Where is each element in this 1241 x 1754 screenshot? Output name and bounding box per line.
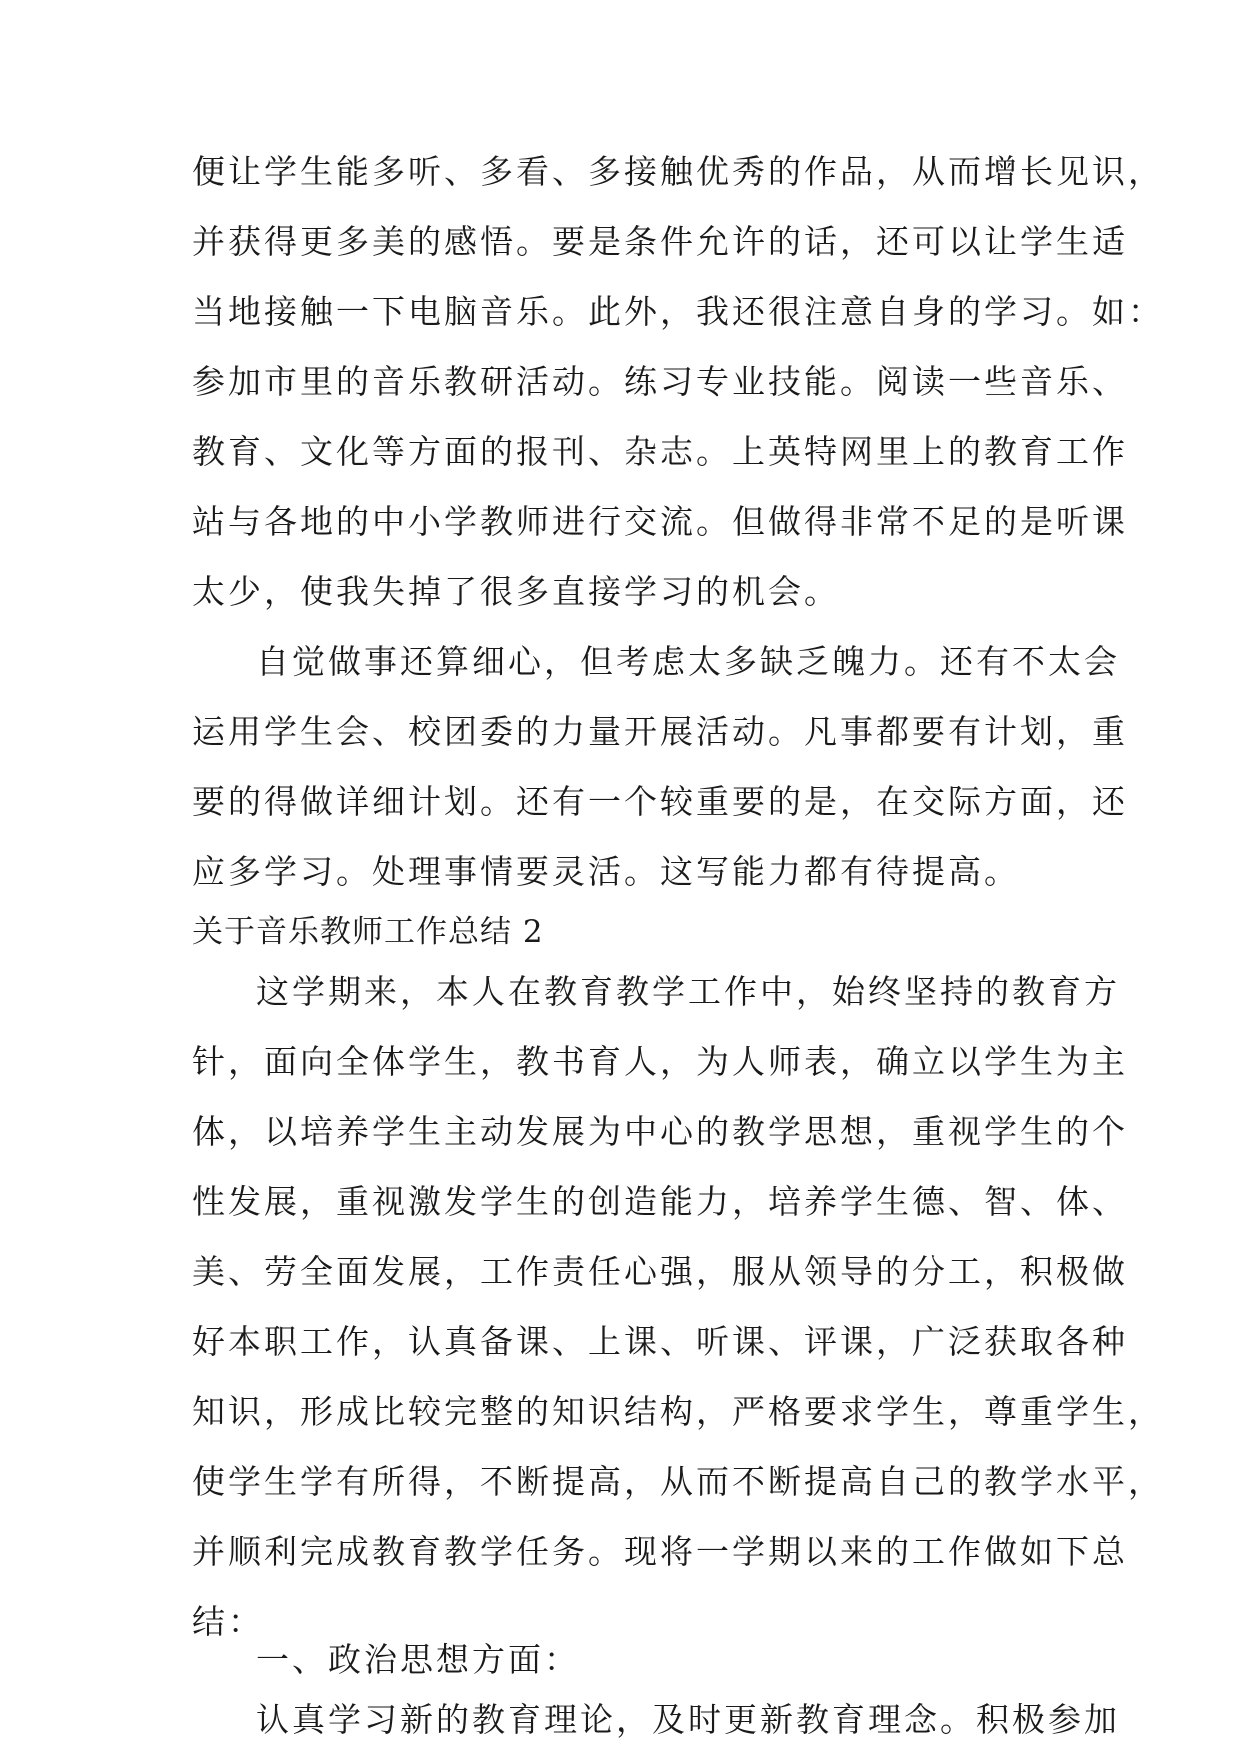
paragraph-line: 要的得做详细计划。还有一个较重要的是，在交际方面，还 bbox=[192, 782, 1128, 821]
paragraph-line: 这学期来，本人在教育教学工作中，始终坚持的教育方 bbox=[256, 972, 1120, 1011]
paragraph-line: 参加市里的音乐教研活动。练习专业技能。阅读一些音乐、 bbox=[192, 362, 1128, 401]
paragraph-line: 认真学习新的教育理论，及时更新教育理念。积极参加 bbox=[256, 1700, 1120, 1739]
paragraph-line: 并获得更多美的感悟。要是条件允许的话，还可以让学生适 bbox=[192, 222, 1128, 261]
paragraph-line: 体，以培养学生主动发展为中心的教学思想，重视学生的个 bbox=[192, 1112, 1128, 1151]
paragraph-line: 性发展，重视激发学生的创造能力，培养学生德、智、体、 bbox=[192, 1182, 1128, 1221]
paragraph-line: 当地接触一下电脑音乐。此外，我还很注意自身的学习。如： bbox=[192, 292, 1164, 331]
paragraph-line: 便让学生能多听、多看、多接触优秀的作品，从而增长见识， bbox=[192, 152, 1164, 191]
paragraph-line: 知识，形成比较完整的知识结构，严格要求学生，尊重学生， bbox=[192, 1392, 1164, 1431]
paragraph-line: 自觉做事还算细心，但考虑太多缺乏魄力。还有不太会 bbox=[256, 642, 1120, 681]
subsection-heading: 一、政治思想方面： bbox=[256, 1640, 580, 1679]
paragraph-line: 美、劳全面发展，工作责任心强，服从领导的分工，积极做 bbox=[192, 1252, 1128, 1291]
paragraph-line: 并顺利完成教育教学任务。现将一学期以来的工作做如下总 bbox=[192, 1532, 1128, 1571]
paragraph-line: 运用学生会、校团委的力量开展活动。凡事都要有计划，重 bbox=[192, 712, 1128, 751]
paragraph-line: 教育、文化等方面的报刊、杂志。上英特网里上的教育工作 bbox=[192, 432, 1128, 471]
paragraph-line: 针，面向全体学生，教书育人，为人师表，确立以学生为主 bbox=[192, 1042, 1128, 1081]
section-heading: 关于音乐教师工作总结 2 bbox=[192, 914, 544, 950]
paragraph-line: 太少，使我失掉了很多直接学习的机会。 bbox=[192, 572, 840, 611]
paragraph-line: 好本职工作，认真备课、上课、听课、评课，广泛获取各种 bbox=[192, 1322, 1128, 1361]
paragraph-line: 应多学习。处理事情要灵活。这写能力都有待提高。 bbox=[192, 852, 1020, 891]
paragraph-line: 结： bbox=[192, 1602, 264, 1641]
paragraph-line: 站与各地的中小学教师进行交流。但做得非常不足的是听课 bbox=[192, 502, 1128, 541]
paragraph-line: 使学生学有所得，不断提高，从而不断提高自己的教学水平， bbox=[192, 1462, 1164, 1501]
